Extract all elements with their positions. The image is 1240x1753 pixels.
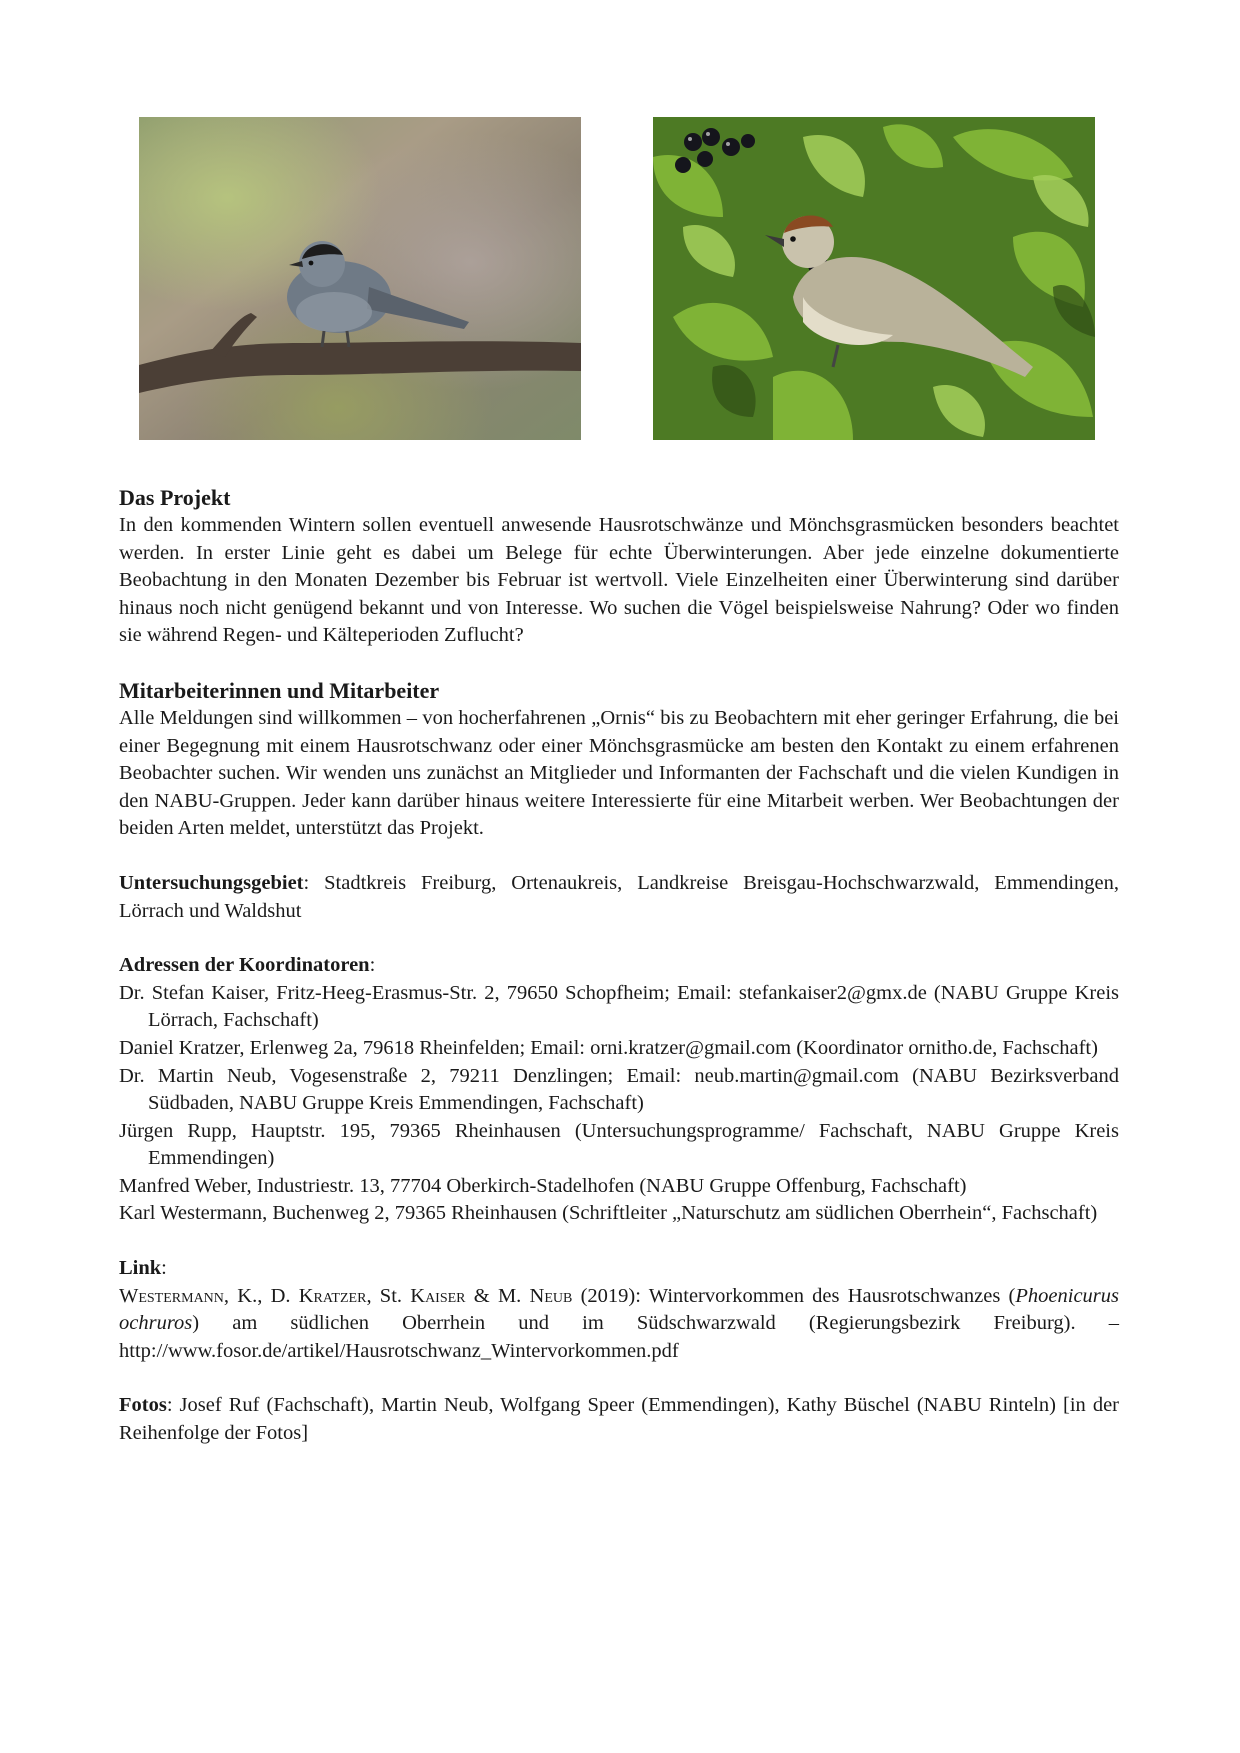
link-citation <box>119 1283 1119 1366</box>
area-paragraph <box>119 870 1119 925</box>
photos-credit-text: : Josef Ruf (Fachschaft), Martin Neub, Wolfgang Speer (Emmendingen), Kathy Büschel (NABU Rinteln) [in der Reihenfolge der Fotos] <box>119 1394 1119 1445</box>
project-text: In den kommenden Wintern sollen eventuell anwesende Hausrotschwänze und Mönchsgrasmücken besonders beachtet werden. In erster Linie geht es dabei um Belege für echte Überwinterungen. Aber jede einzelne dokumentierte Beobachtung in den Monaten Dezember bis Februar ist wertvoll. Viele Einzelheiten einer Überwinterung sind darüber hinaus noch nicht genügend bekannt und von Interesse. Wo suchen die Vögel beispielsweise Nahrung? Oder wo finden sie während Regen- und Kälteperioden Zuflucht? <box>119 514 1119 647</box>
link-colon: : <box>161 1257 167 1280</box>
coordinators-colon: : <box>369 954 376 977</box>
citation-author-1: Westermann <box>119 1284 224 1307</box>
citation-title-part-1: (2019): Wintervorkommen des Hausrotschwanzes ( <box>572 1284 1016 1307</box>
contributors-text: Alle Meldungen sind willkommen – von hocherfahrenen „Ornis“ bis zu Beobachtern mit eher geringer Erfahrung, die bei einer Begegnung mit einem Hausrotschwanz oder einer Mönchsgrasmücke am besten den Kontakt zu einem erfahrenen Beobachter suchen. Wir wenden uns zunächst an Mitglieder und Informanten der Fachschaft und die vielen Kundigen in den NABU-Gruppen. Jeder kann darüber hinaus weitere Interessierte für eine Mitarbeit werben. Wer Beobachtungen der beiden Arten meldet, unterstützt das Projekt. <box>119 706 1119 840</box>
coordinator-entry-kaiser: Dr. Stefan Kaiser, Fritz-Heeg-Erasmus-Str. 2, 79650 Schopfheim; Email: stefankaiser2@gmx.de (NABU Gruppe Kreis Lörrach, Fachschaft) <box>119 981 1119 1032</box>
coordinators-label: Adressen der Koordinatoren <box>119 954 370 977</box>
area-text: : Stadtkreis Freiburg, Ortenaukreis, Landkreise Breisgau-Hochschwarzwald, Emmendingen, Lörrach und Waldshut <box>119 871 1119 922</box>
coordinator-entry-weber: Manfred Weber, Industriestr. 13, 77704 Oberkirch-Stadelhofen (NABU Gruppe Offenburg, Fachschaft) <box>119 1174 967 1197</box>
project-heading: Das Projekt <box>119 485 231 510</box>
citation-author-3: Kaiser <box>410 1284 466 1307</box>
coordinator-entry-kratzer: Daniel Kratzer, Erlenweg 2a, 79618 Rheinfelden; Email: orni.kratzer@gmail.com (Koordinator ornitho.de, Fachschaft) <box>119 1036 1098 1059</box>
photos-credit-label: Fotos <box>119 1394 167 1417</box>
bird-photo-blackcap-male <box>139 117 581 440</box>
photos-credit <box>119 1392 1119 1447</box>
contributors-heading: Mitarbeiterinnen und Mitarbeiter <box>119 677 440 703</box>
citation-sep-1: , K., D. <box>223 1284 299 1307</box>
citation-sep-2: , St. <box>366 1284 411 1307</box>
link-label: Link <box>119 1257 162 1280</box>
area-label: Untersuchungsgebiet <box>119 871 304 894</box>
link-title <box>119 1255 1119 1283</box>
coordinators-title <box>119 952 1119 980</box>
coordinator-entry-neub: Dr. Martin Neub, Vogesenstraße 2, 79211 Denzlingen; Email: neub.martin@gmail.com (NABU Bezirksverband Südbaden, NABU Gruppe Kreis Emmendingen, Fachschaft) <box>119 1064 1119 1115</box>
citation-title-part-2[interactable]: ) am südlichen Oberrhein und im Südschwarzwald (Regierungsbezirk Freiburg). – http://www.fosor.de/artikel/Hausrotschwanz_Wintervorkommen.pdf <box>119 1312 1119 1362</box>
citation-species: Phoenicurus ochruros <box>119 1284 1119 1335</box>
coordinator-entry-westermann: Karl Westermann, Buchenweg 2, 79365 Rheinhausen (Schriftleiter „Naturschutz am südlichen Oberrhein“, Fachschaft) <box>119 1202 1098 1225</box>
citation-author-4: Neub <box>529 1284 573 1307</box>
coordinator-entry-rupp: Jürgen Rupp, Hauptstr. 195, 79365 Rheinhausen (Untersuchungsprogramme/ Fachschaft, NABU Gruppe Kreis Emmendingen) <box>119 1119 1119 1170</box>
citation-sep-3: & M. <box>465 1284 530 1307</box>
bird-photo-blackcap-female <box>653 117 1095 440</box>
citation-author-2: Kratzer <box>298 1284 367 1307</box>
